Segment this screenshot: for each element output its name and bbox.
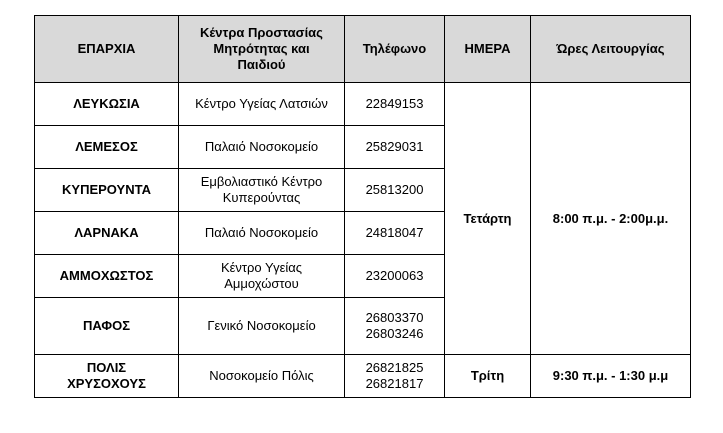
phone-cell: 24818047: [345, 212, 445, 255]
center-cell: [179, 255, 345, 298]
district-cell: ΛΑΡΝΑΚΑ: [35, 212, 179, 255]
header-district: ΕΠΑΡΧΙΑ: [35, 16, 179, 83]
center-line: Κέντρο Υγείας: [220, 260, 303, 275]
phone-cell: [345, 298, 445, 355]
center-cell: Παλαιό Νοσοκομείο: [179, 126, 345, 169]
header-hours: Ώρες Λειτουργίας: [531, 16, 691, 83]
district-cell: ΛΕΜΕΣΟΣ: [35, 126, 179, 169]
phone-line: 26803246: [365, 326, 424, 341]
district-line: ΠΟΛΙΣ: [86, 360, 127, 375]
district-line: ΧΡΥΣΟΧΟΥΣ: [67, 376, 146, 391]
center-cell: Παλαιό Νοσοκομείο: [179, 212, 345, 255]
district-cell: ΛΕΥΚΩΣΙΑ: [35, 83, 179, 126]
center-line: Κυπερούντας: [222, 190, 301, 205]
header-center: [179, 16, 345, 83]
table-row: [35, 83, 691, 126]
header-day: ΗΜΕΡΑ: [445, 16, 531, 83]
day-cell: Τετάρτη: [445, 83, 531, 355]
center-cell: Γενικό Νοσοκομείο: [179, 298, 345, 355]
center-cell: [179, 169, 345, 212]
phone-line: 26803370: [365, 310, 424, 325]
phone-cell: [345, 355, 445, 398]
clinics-table: [34, 15, 691, 398]
district-cell: [35, 355, 179, 398]
table-row: [35, 355, 691, 398]
hours-cell: 8:00 π.μ. - 2:00μ.μ.: [531, 83, 691, 355]
header-center-line: Μητρότητας και: [213, 41, 310, 56]
center-line: Αμμοχώστου: [224, 276, 299, 291]
district-cell: ΠΑΦΟΣ: [35, 298, 179, 355]
center-line: Εμβολιαστικό Κέντρο: [200, 174, 323, 189]
center-cell: Κέντρο Υγείας Λατσιών: [179, 83, 345, 126]
header-center-line: Παιδιού: [237, 57, 286, 72]
hours-cell: 9:30 π.μ. - 1:30 μ.μ: [531, 355, 691, 398]
district-cell: ΚΥΠΕΡΟΥΝΤΑ: [35, 169, 179, 212]
phone-cell: 23200063: [345, 255, 445, 298]
header-row: [35, 16, 691, 83]
district-cell: ΑΜΜΟΧΩΣΤΟΣ: [35, 255, 179, 298]
phone-line: 26821817: [365, 376, 424, 391]
phone-cell: 22849153: [345, 83, 445, 126]
phone-line: 26821825: [365, 360, 424, 375]
phone-cell: 25829031: [345, 126, 445, 169]
header-phone: Τηλέφωνο: [345, 16, 445, 83]
phone-cell: 25813200: [345, 169, 445, 212]
day-cell: Τρίτη: [445, 355, 531, 398]
center-cell: Νοσοκομείο Πόλις: [179, 355, 345, 398]
header-center-line: Κέντρα Προστασίας: [200, 25, 323, 40]
